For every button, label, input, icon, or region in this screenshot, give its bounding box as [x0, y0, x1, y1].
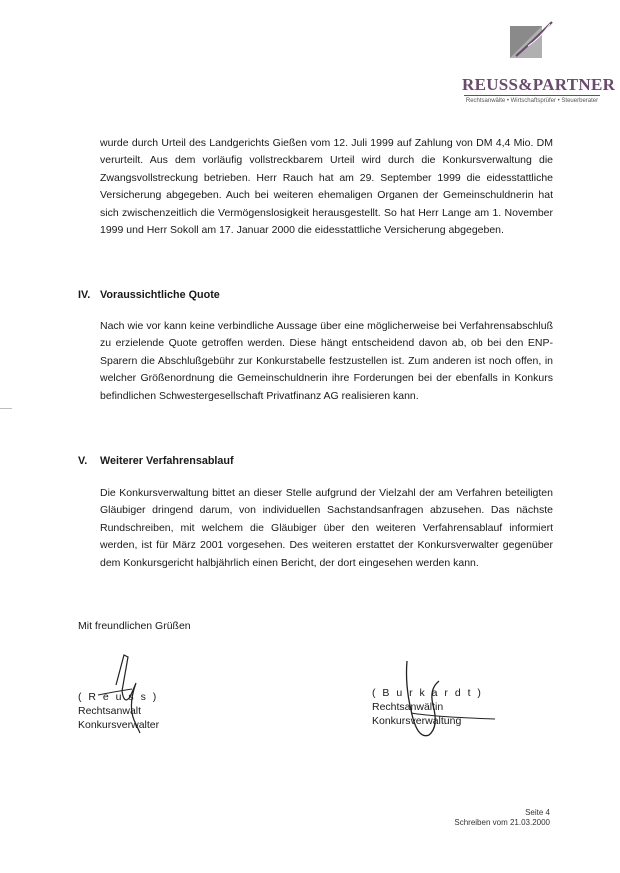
- signatory-role: Rechtsanwältin: [372, 701, 444, 713]
- signatory-name: ( B u r k a r d t ): [372, 687, 483, 699]
- signatory-role: Konkursverwaltung: [372, 715, 462, 727]
- brand-rule: [464, 95, 600, 96]
- page-number: Seite 4: [525, 808, 550, 817]
- signatory-right: [372, 686, 483, 728]
- paragraph-intro: wurde durch Urteil des Landgerichts Gießen vom 12. Juli 1999 auf Zahlung von DM 4,4 Mio. DM verurteilt. Aus dem vorläufig vollstreckbarem Urteil wird durch die Konkursverwaltung die Zwangsvollstreckung betrieben. Herr Rauch hat am 29. September 1999 die eidesstattliche Versicherung abgegeben. Auch bei weiteren ehemaligen Organen der Gemeinschuldnerin hat sich zwischenzeitlich die Vermögenslosigkeit herausgestellt. So hat Herr Lange am 1. November 1999 und Herr Sokoll am 17. Januar 2000 die eidesstattliche Versicherung abgegeben.: [100, 137, 553, 237]
- signatory-name: ( R e u s s ): [78, 691, 159, 703]
- paragraph-procedure: Die Konkursverwaltung bittet an dieser Stelle aufgrund der Vielzahl der am Verfahren beteiligten Gläubiger dringend darum, von individuellen Sachstandsanfragen abzusehen. Das nächste Rundschreiben, mit welchem die Gläubiger über den weiteren Verfahrensablauf informiert werden, ist für März 2001 vorgesehen. Des weiteren erstattet der Konkursverwalter gegenüber dem Konkursgericht halbjährlich einen Bericht, der dort eingesehen werden kann.: [100, 487, 553, 569]
- logo-quill-icon: [510, 20, 554, 64]
- paragraph-quote: Nach wie vor kann keine verbindliche Aussage über eine möglicherweise bei Verfahrensabschluß zu erzielende Quote getroffen werden. Diese hängt entscheidend davon ab, ob bei den ENP-Sparern die Abschlußgebühr zur Konkurstabelle festzustellen ist. Zum anderen ist noch offen, in welcher Größenordnung die Gemeinschuldnerin ihre Forderungen bei der ebenfalls in Konkurs befindlichen Schwestergesellschaft Privatfinanz AG realisieren kann.: [100, 320, 553, 402]
- signatory-role: Konkursverwalter: [78, 719, 160, 731]
- page-footer: [454, 808, 550, 828]
- letterhead-logo: [462, 20, 616, 115]
- section-number: V.: [78, 455, 88, 467]
- signatory-left: [78, 690, 159, 732]
- fold-mark: [0, 408, 12, 409]
- brand-name: REUSS&PARTNER: [462, 75, 616, 94]
- section-heading-quote: [78, 289, 220, 301]
- signatory-role: Rechtsanwalt: [78, 705, 142, 717]
- letter-date: Schreiben vom 21.03.2000: [454, 818, 550, 827]
- closing-greeting: Mit freundlichen Grüßen: [78, 620, 191, 632]
- section-title: Voraussichtliche Quote: [100, 289, 220, 301]
- section-heading-procedure: [78, 455, 234, 467]
- brand-tagline: Rechtsanwälte • Wirtschaftsprüfer • Steuerberater: [465, 98, 599, 104]
- section-title: Weiterer Verfahrensablauf: [100, 455, 234, 467]
- section-number: IV.: [78, 289, 91, 301]
